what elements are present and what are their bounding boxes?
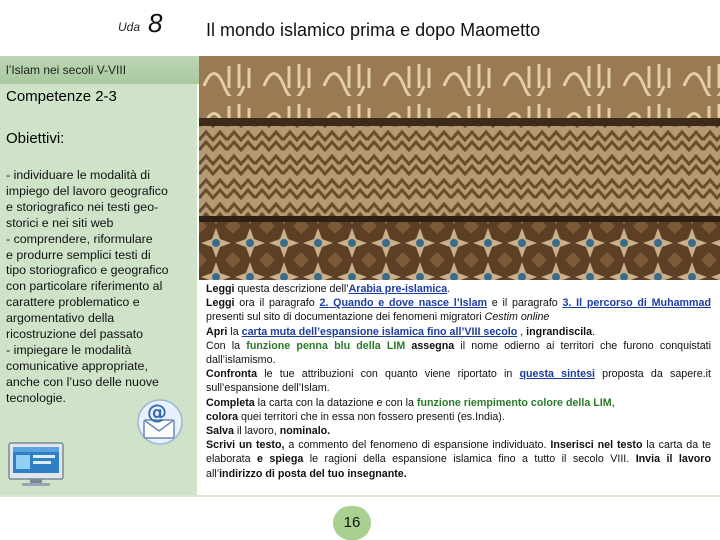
instruction-save xyxy=(206,424,711,438)
page-title: Il mondo islamico prima e dopo Maometto xyxy=(206,20,541,40)
subtitle: l’Islam nei secoli V-VIII xyxy=(6,63,127,77)
instr-verb: Scrivi un testo, xyxy=(206,439,285,452)
competenze-heading: Competenze 2-3 xyxy=(6,88,117,105)
link-paragraph-2[interactable]: 2. Quando e dove nasce l’Islam xyxy=(319,297,488,310)
instr-text: Con la xyxy=(206,339,247,352)
objective-line: con particolare riferimento al xyxy=(6,279,163,294)
instr-text: il nome odierno ai territori che furono conquistati dall’islamismo. xyxy=(206,339,711,367)
instr-verb: Confronta xyxy=(206,368,258,381)
instr-verb: colora xyxy=(206,410,239,423)
instr-verb: Apri xyxy=(206,325,228,338)
instruction-read-paragraphs xyxy=(206,296,711,324)
instr-verb: Invia il lavoro xyxy=(635,453,711,466)
instr-verb: Leggi xyxy=(206,283,235,295)
link-sintesi[interactable]: questa sintesi xyxy=(519,368,595,381)
instr-text: , xyxy=(611,396,615,409)
instr-verb: indirizzo di posta del tuo insegnante. xyxy=(219,467,407,480)
objective-line: anche con l’uso delle nuove xyxy=(6,374,159,389)
instr-text: le ragioni della espansione islamica fino a tutto il secolo VIII. xyxy=(303,453,636,466)
objective-line: impiego del lavoro geografico xyxy=(6,183,168,198)
instr-text: proposta da sapere.it sull’espansione dell’Islam. xyxy=(206,368,711,395)
instr-text: presenti sul sito di documentazione dei fenomeni migratori xyxy=(206,311,485,324)
page-number-badge: 16 xyxy=(333,506,371,540)
instr-text: la carta da te elaborata xyxy=(206,439,712,466)
objective-line: e storiografico nei testi geo- xyxy=(6,199,159,214)
objective-line: comunicative appropriate, xyxy=(6,358,148,373)
objective-line: tecnologie. xyxy=(6,390,66,405)
instr-lim-function: funzione penna blu della LIM xyxy=(246,339,406,352)
svg-text:@: @ xyxy=(147,400,167,424)
instr-text: la carta con la datazione e con la xyxy=(254,396,417,409)
instr-verb: Completa xyxy=(206,396,255,409)
monitor-icon[interactable] xyxy=(8,441,64,487)
objectives-list xyxy=(6,168,196,407)
instr-verb: Leggi xyxy=(206,297,235,310)
objective-line: argomentativo della xyxy=(6,311,115,326)
instr-text: . xyxy=(592,325,596,338)
instr-lim-function: funzione riempimento colore della LIM xyxy=(416,396,612,409)
objective-line: - individuare le modalità di xyxy=(6,168,150,182)
objective-line: ricostruzione del passato xyxy=(6,327,144,342)
email-at-icon[interactable] xyxy=(130,392,186,448)
objective-line: e produrre semplici testi di xyxy=(6,247,151,262)
instr-text: , xyxy=(517,325,527,338)
instruction-open-map xyxy=(206,325,711,339)
objective-line: - comprendere, riformulare xyxy=(6,231,153,246)
instr-text: . xyxy=(447,283,451,295)
instruction-assign-names xyxy=(206,339,711,367)
footer-divider xyxy=(0,495,720,497)
instr-text: ora il paragrafo xyxy=(234,297,320,310)
link-arabia-preislamica[interactable]: Arabia pre-islamica xyxy=(348,283,448,295)
instr-verb: assegna xyxy=(405,339,455,352)
header xyxy=(0,0,720,56)
instruction-complete-map xyxy=(206,396,711,410)
instructions-text xyxy=(206,282,711,481)
instr-verb: e spiega xyxy=(257,453,304,466)
uda-number: 8 xyxy=(148,8,163,38)
instr-text: e il paragrafo xyxy=(487,297,563,310)
objective-line: - impiegare le modalità xyxy=(6,342,132,357)
instr-text: all’ xyxy=(206,467,220,480)
objective-line: tipo storiografico e geografico xyxy=(6,263,169,278)
instr-text: le tue attribuzioni con quanto viene riportato in xyxy=(257,368,520,381)
link-paragraph-3[interactable]: 3. Il percorso di Muhammad xyxy=(562,297,712,310)
instr-text: a commento del fenomeno di espansione individuato. xyxy=(284,439,551,452)
objective-line: carattere problematico e xyxy=(6,295,140,310)
instr-verb: Inserisci nel testo xyxy=(550,439,643,452)
instr-text: la xyxy=(227,325,242,338)
objective-line: storici e nei siti web xyxy=(6,215,114,230)
instr-verb: nominalo. xyxy=(279,425,331,438)
instr-text: quei territori che in essa non fossero presenti (es.India). xyxy=(238,410,505,423)
link-carta-muta[interactable]: carta muta dell’espansione islamica fino all’VIII secolo xyxy=(241,325,518,338)
instruction-read-arabia xyxy=(206,282,711,296)
instr-verb: Salva xyxy=(206,425,234,438)
instr-source: Cestim online xyxy=(484,311,550,324)
instr-verb: ingrandiscila xyxy=(526,325,593,338)
instr-text: il lavoro, xyxy=(233,425,280,438)
instruction-write xyxy=(206,438,711,481)
instruction-compare xyxy=(206,367,711,395)
obiettivi-heading: Obiettivi: xyxy=(6,130,65,147)
instruction-color xyxy=(206,410,711,424)
instr-text: questa descrizione dell’ xyxy=(234,283,349,295)
uda-label: Uda xyxy=(118,20,141,34)
